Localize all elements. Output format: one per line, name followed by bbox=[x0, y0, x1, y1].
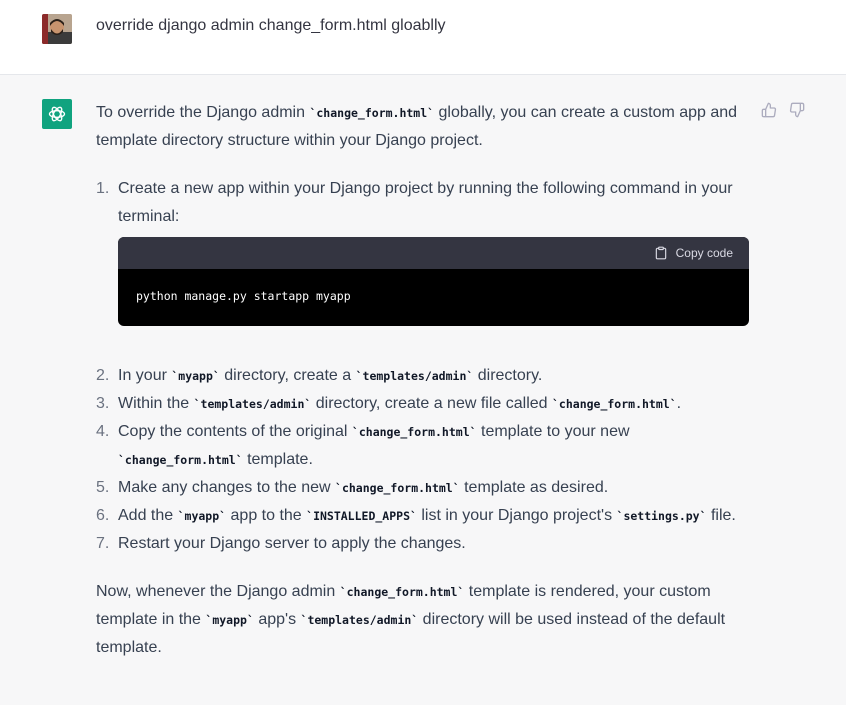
text-run: Now, whenever the Django admin bbox=[96, 583, 340, 600]
list-item bbox=[96, 418, 756, 474]
list-item-text bbox=[118, 479, 608, 496]
list-item-text bbox=[118, 367, 542, 384]
list-item-text bbox=[118, 423, 630, 468]
text-run: directory, create a bbox=[219, 367, 356, 384]
intro-paragraph bbox=[96, 99, 756, 155]
text-run: In your bbox=[118, 367, 172, 384]
list-item-text bbox=[118, 507, 736, 524]
text-run: template is rendered, your custom template in the bbox=[96, 583, 711, 628]
clipboard-icon bbox=[654, 246, 668, 260]
text-run: directory. bbox=[473, 367, 543, 384]
inline-code: `change_form.html` bbox=[351, 425, 477, 439]
text-run: template as desired. bbox=[459, 479, 609, 496]
copy-code-label: Copy code bbox=[675, 246, 733, 260]
copy-code-button[interactable] bbox=[654, 245, 733, 261]
text-run: template. bbox=[242, 451, 313, 468]
user-message-text: override django admin change_form.html gloablly bbox=[96, 17, 446, 34]
text-run: Within the bbox=[118, 395, 194, 412]
text-run: Add the bbox=[118, 507, 178, 524]
list-number: 4. bbox=[96, 423, 110, 440]
text-run: Restart your Django server to apply the changes. bbox=[118, 535, 466, 552]
inline-code: `change_form.html` bbox=[335, 481, 460, 495]
closing-paragraph bbox=[96, 578, 756, 662]
assistant-message-content bbox=[96, 99, 756, 662]
list-item bbox=[96, 390, 756, 418]
list-number: 1. bbox=[96, 180, 110, 197]
list-item bbox=[96, 530, 756, 558]
list-item-text bbox=[118, 535, 466, 552]
text-run: directory will be used instead of the default template. bbox=[96, 611, 726, 656]
code-content: python manage.py startapp myapp bbox=[136, 289, 351, 303]
text-run: file. bbox=[706, 507, 736, 524]
code-block-header bbox=[118, 237, 749, 269]
list-number: 3. bbox=[96, 395, 110, 412]
inline-code: `myapp` bbox=[171, 369, 220, 383]
thumbs-up-icon[interactable] bbox=[760, 101, 778, 119]
inline-code: `templates/admin` bbox=[355, 369, 474, 383]
feedback-buttons bbox=[760, 101, 806, 119]
inline-code: `templates/admin` bbox=[193, 397, 312, 411]
text-run: . bbox=[676, 395, 682, 412]
inline-code: `settings.py` bbox=[616, 509, 707, 523]
text-run: Make any changes to the new bbox=[118, 479, 336, 496]
inline-code: `change_form.html` bbox=[118, 453, 243, 467]
inline-code: `myapp` bbox=[205, 613, 254, 627]
text-run: app's bbox=[253, 611, 301, 628]
openai-logo-icon bbox=[42, 99, 72, 129]
user-message-row bbox=[0, 0, 846, 75]
inline-code: `change_form.html` bbox=[552, 397, 677, 411]
text-run: template to your new bbox=[476, 423, 630, 440]
inline-code: `myapp` bbox=[177, 509, 227, 523]
text-run: app to the bbox=[226, 507, 307, 524]
user-avatar bbox=[42, 14, 72, 44]
text-run: Create a new app within your Django project by running the following command in your terminal: bbox=[118, 180, 733, 225]
list-item bbox=[96, 175, 756, 326]
assistant-message-row bbox=[0, 75, 846, 705]
list-item-text bbox=[118, 395, 681, 412]
inline-code: `change_form.html` bbox=[339, 585, 465, 599]
text-run: To override the Django admin bbox=[96, 104, 310, 121]
thumbs-down-icon[interactable] bbox=[788, 101, 806, 119]
inline-code: `change_form.html` bbox=[309, 106, 435, 120]
list-item bbox=[96, 362, 756, 390]
list-number: 6. bbox=[96, 507, 110, 524]
list-item bbox=[96, 474, 756, 502]
code-block bbox=[118, 237, 749, 326]
list-number: 5. bbox=[96, 479, 110, 496]
text-run: list in your Django project's bbox=[416, 507, 617, 524]
text-run: Copy the contents of the original bbox=[118, 423, 352, 440]
list-number: 7. bbox=[96, 535, 110, 552]
text-run: globally, you can create a custom app and template directory structure within your Django project. bbox=[96, 104, 738, 149]
steps-list bbox=[96, 175, 756, 558]
list-item bbox=[96, 502, 756, 530]
text-run: directory, create a new file called bbox=[311, 395, 552, 412]
inline-code: `templates/admin` bbox=[300, 613, 419, 627]
inline-code: `INSTALLED_APPS` bbox=[306, 509, 417, 523]
list-number: 2. bbox=[96, 367, 110, 384]
list-item-text bbox=[118, 180, 733, 225]
